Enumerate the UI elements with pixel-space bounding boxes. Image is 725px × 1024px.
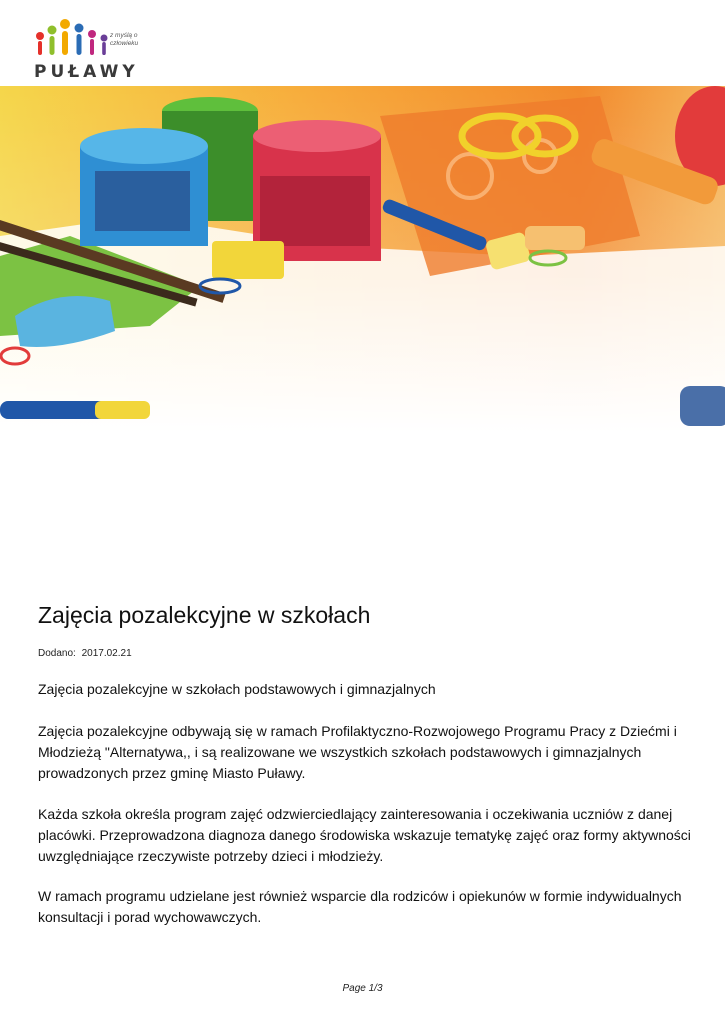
date-value: 2017.02.21 bbox=[81, 648, 132, 659]
paragraph-support: W ramach programu udzielane jest również wsparcie dla rodziców i opiekunów w formie indywidualnych konsultacji i porad wychowawczych. bbox=[38, 888, 682, 925]
logo-text: PUŁAWY bbox=[34, 62, 139, 82]
logo-tagline: z myślą o człowieku bbox=[110, 32, 139, 47]
page-title: Zajęcia pozalekcyjne w szkołach bbox=[38, 602, 371, 628]
date-label: Dodano: bbox=[38, 648, 76, 659]
paragraph-intro: Zajęcia pozalekcyjne odbywają się w ramach Profilaktyczno-Rozwojowego Programu Pracy z Dziećmi i Młodzieżą "Alternatywa,, i są realizowane we wszystkich szkołach podstawowych i gimnazjalnych prowadzonych przez gminę Miasto Puławy. bbox=[38, 723, 677, 781]
publish-date bbox=[38, 648, 132, 659]
art-supplies-illustration bbox=[0, 86, 725, 433]
hero-image bbox=[0, 86, 725, 433]
page-number: Page 1/3 bbox=[342, 983, 383, 994]
site-logo[interactable] bbox=[30, 16, 145, 86]
paragraph-subtitle: Zajęcia pozalekcyjne w szkołach podstawowych i gimnazjalnych bbox=[38, 681, 436, 697]
paragraph-program: Każda szkoła określa program zajęć odzwierciedlający zainteresowania i oczekiwania uczniów z danej placówki. Przeprowadzona diagnoza danego środowiska wskazuje tematykę zajęć oraz formy aktywności uwzględniające rzeczywiste potrzeby dzieci i młodzieży. bbox=[38, 806, 691, 864]
